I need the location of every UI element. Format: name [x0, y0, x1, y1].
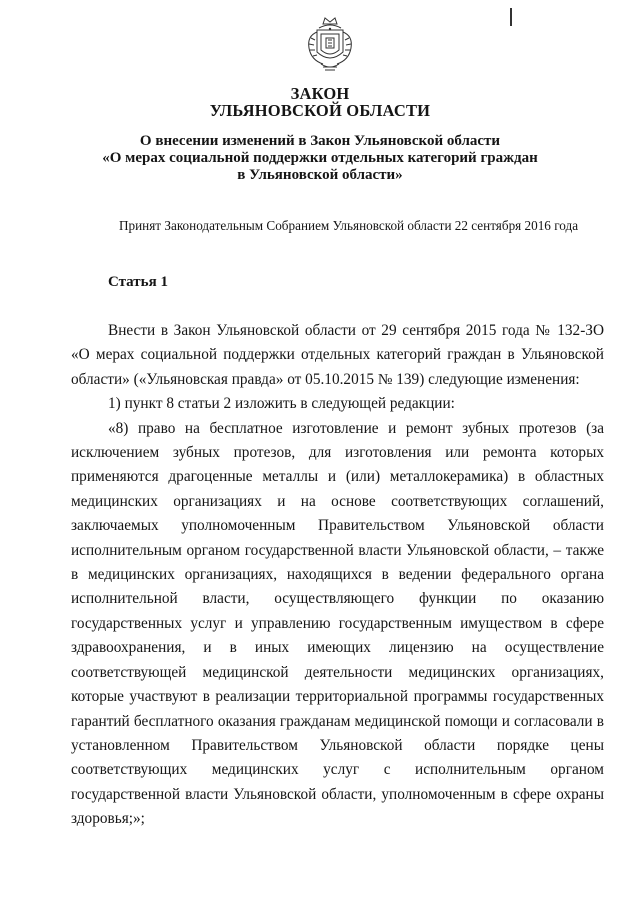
amendment-quote: «8) право на бесплатное изготовление и ремонт зубных протезов (за исключением зубных протезов, для изготовления или ремонта которых применяются драгоценные металлы и (или) металлокерамика) в областных медицинских организациях и на основе соответствующих соглашений, заключаемых уполномоченным Правительством Ульяновской области исполнительным органом государственной власти Ульяновской области, – также в медицинских организациях, находящихся в ведении федерального органа исполнительной власти, осуществляющего функции по оказанию государственных услуг и управлению государственным имуществом в сфере здравоохранения, и в иных имеющих лицензию на осуществление соответствующей медицинской деятельности медицинских организациях, которые участвуют в реализации территориальной программы государственных гарантий бесплатного оказания гражданам медицинской помощи и согласовали в установленном Правительством Ульяновской области порядке цены соответствующих медицинских услуг с исполнительным органом государственной власти Ульяновской области, уполномоченным в сфере охраны здоровья;»; — [71, 419, 604, 828]
subject-line-3: в Ульяновской области» — [237, 167, 403, 183]
subject-line-2: «О мерах социальной поддержки отдельных категорий граждан — [102, 150, 538, 166]
law-heading: ЗАКОН — [290, 84, 350, 103]
adoption-note: Принят Законодательным Собранием Ульяновской области 22 сентября 2016 года — [119, 218, 579, 233]
subject-line-1: О внесении изменений в Закон Ульяновской области — [139, 133, 501, 149]
amendment-item-1: 1) пункт 8 статьи 2 изложить в следующей редакции: — [108, 395, 455, 413]
article-heading: Статья 1 — [108, 274, 168, 290]
region-heading: УЛЬЯНОВСКОЙ ОБЛАСТИ — [209, 101, 431, 120]
scan-mark — [510, 8, 512, 26]
coat-of-arms-icon — [303, 14, 357, 76]
article-body — [71, 319, 604, 832]
article-intro: Внести в Закон Ульяновской области от 29 сентября 2015 года № 132-ЗО «О мерах социальной поддержки отдельных категорий граждан в Ульяновской области» («Ульяновская правда» от 05.10.2015 № 139) следующие изменения: — [71, 322, 604, 388]
